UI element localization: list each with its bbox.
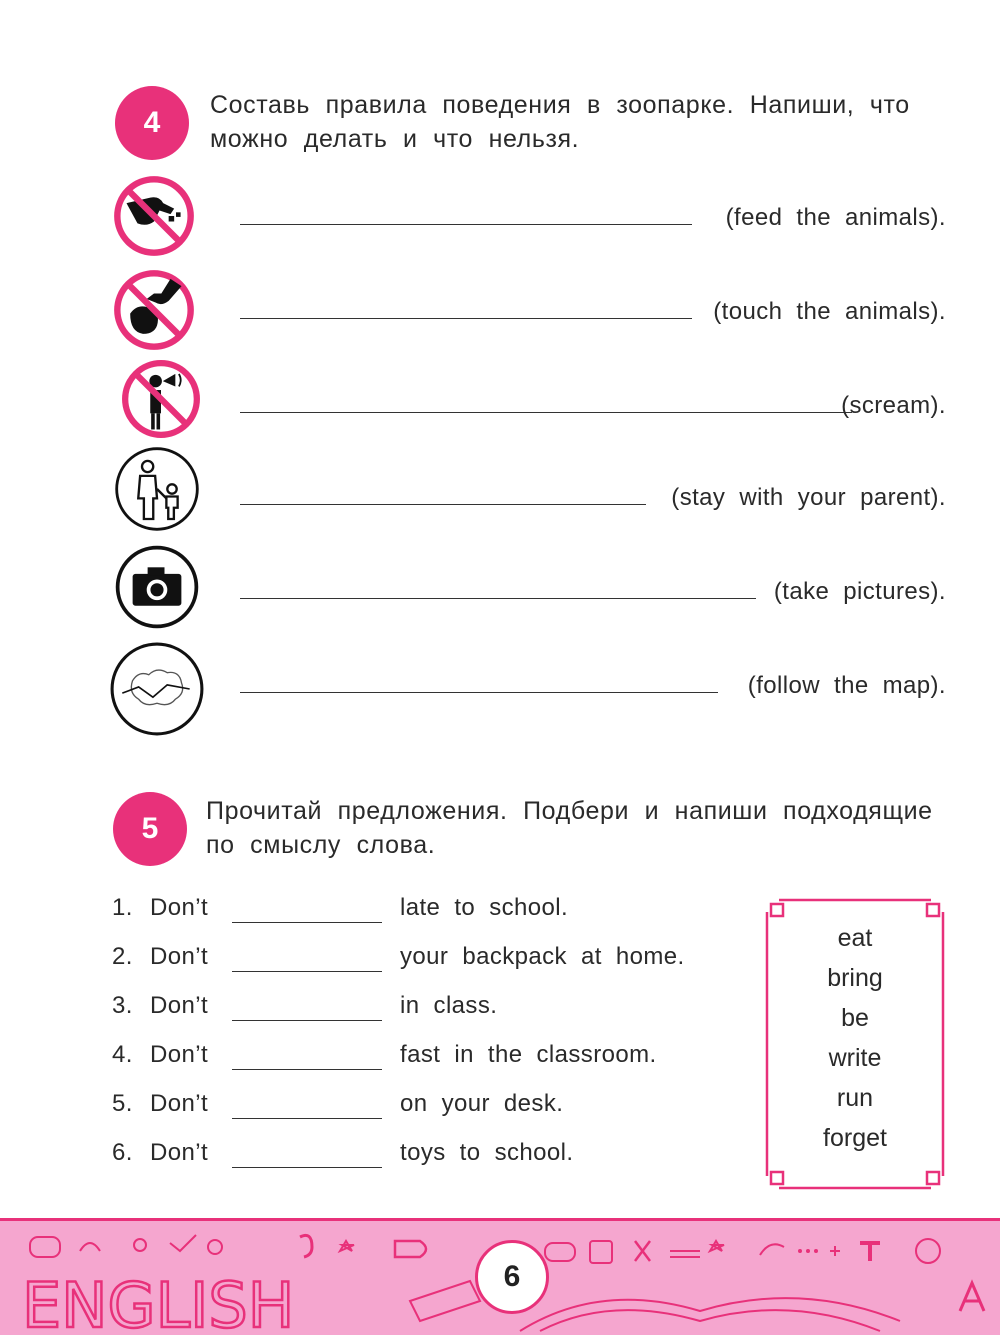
sentence-blank[interactable] [232, 1020, 382, 1021]
exercise-4-instruction-line1: Составь правила поведения в зоопарке. Напиши, что [210, 91, 910, 119]
no-feeding-icon [110, 172, 198, 260]
answer-line[interactable] [240, 692, 718, 693]
sentence-start: Don’t [150, 1139, 209, 1166]
exercise-5-number: 5 [141, 812, 159, 845]
rule-row [0, 444, 1000, 534]
footer-decor-word: ENGLISH [22, 1269, 295, 1335]
word-bank-item: bring [827, 964, 883, 992]
rule-row [0, 266, 1000, 356]
sentence-number: 5. [112, 1090, 133, 1117]
sentence-start: Don’t [150, 943, 209, 970]
sentence-rest: fast in the classroom. [400, 1041, 657, 1068]
rule-row [0, 356, 1000, 446]
sentence-rest: your backpack at home. [400, 943, 685, 970]
word-bank-box [765, 898, 945, 1190]
word-bank-item: write [828, 1044, 882, 1072]
word-bank-item: forget [823, 1124, 887, 1152]
exercise-4-instruction [210, 88, 910, 156]
sentence-start: Don’t [150, 1041, 209, 1068]
camera-icon [112, 542, 202, 632]
word-bank-item: eat [837, 924, 873, 952]
parent-child-icon [112, 444, 202, 534]
sentence-blank[interactable] [232, 971, 382, 972]
exercise-5-instruction [206, 794, 933, 862]
sentence-start: Don’t [150, 1090, 209, 1117]
sentence-number: 6. [112, 1139, 133, 1166]
sentence-number: 2. [112, 943, 133, 970]
map-icon [108, 640, 206, 738]
rule-hint: (touch the animals). [713, 298, 946, 325]
sentence-number: 3. [112, 992, 133, 1019]
no-touching-icon [110, 266, 198, 354]
rule-hint: (scream). [841, 392, 946, 419]
sentence-blank[interactable] [232, 1118, 382, 1119]
page-number-label: 6 [503, 1260, 521, 1293]
rule-hint: (feed the animals). [725, 204, 946, 231]
sentence-number: 1. [112, 894, 133, 921]
exercise-4-instruction-line2: можно делать и что нельзя. [210, 125, 580, 153]
answer-line[interactable] [240, 224, 692, 225]
exercise-5-instruction-line1: Прочитай предложения. Подбери и напиши подходящие [206, 797, 933, 825]
sentence-blank[interactable] [232, 1167, 382, 1168]
rule-row [0, 542, 1000, 632]
sentence-number: 4. [112, 1041, 133, 1068]
answer-line[interactable] [240, 504, 646, 505]
rule-row [0, 172, 1000, 262]
word-bank-list [765, 918, 945, 1158]
sentence-start: Don’t [150, 894, 209, 921]
rule-hint: (take pictures). [773, 578, 946, 605]
rule-row [0, 640, 1000, 730]
word-bank-item: be [841, 1004, 869, 1032]
word-bank-item: run [836, 1084, 874, 1112]
sentence-blank[interactable] [232, 1069, 382, 1070]
exercise-5-badge [113, 792, 187, 866]
sentence-start: Don’t [150, 992, 209, 1019]
rule-hint: (stay with your parent). [671, 484, 946, 511]
no-screaming-icon [118, 356, 204, 442]
exercise-5-instruction-line2: по смыслу слова. [206, 831, 436, 859]
answer-line[interactable] [240, 412, 852, 413]
exercise-4-badge [115, 86, 189, 160]
answer-line[interactable] [240, 318, 692, 319]
sentence-rest: toys to school. [400, 1139, 574, 1166]
sentence-rest: in class. [400, 992, 498, 1019]
exercise-4-number: 4 [143, 106, 161, 139]
sentence-rest: late to school. [400, 894, 569, 921]
sentence-blank[interactable] [232, 922, 382, 923]
page-number [475, 1240, 549, 1314]
answer-line[interactable] [240, 598, 756, 599]
rule-hint: (follow the map). [747, 672, 946, 699]
sentence-rest: on your desk. [400, 1090, 564, 1117]
